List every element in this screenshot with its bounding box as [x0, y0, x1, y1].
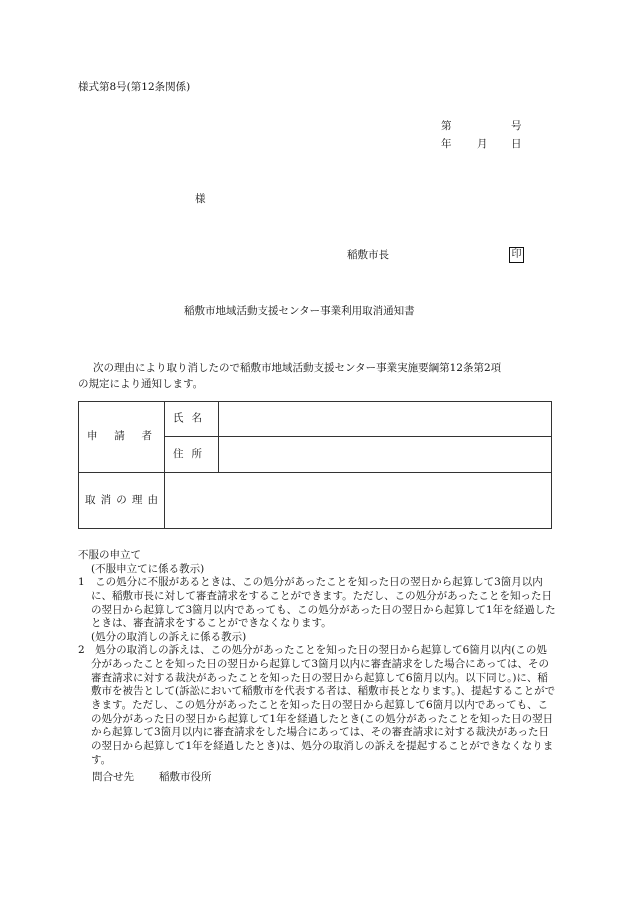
form-number: 様式第8号(第12条関係)	[78, 81, 191, 93]
official-seal-mark	[509, 247, 524, 263]
name-label-char: 氏	[173, 412, 184, 425]
reason-label-char: 由	[147, 493, 158, 506]
reason-value-cell[interactable]	[165, 473, 552, 529]
applicant-table	[78, 401, 552, 529]
reason-label-char: 取	[85, 493, 96, 506]
reason-label-char: 理	[131, 493, 143, 506]
document-title: 稲敷市地域活動支援センター事業利用取消通知書	[184, 305, 415, 317]
applicant-char: 者	[141, 430, 152, 443]
notice-heading: 不服の申立て	[78, 549, 141, 561]
contact-value: 稲敷市役所	[159, 771, 212, 783]
date-year-label: 年	[441, 138, 452, 150]
date-month-label: 月	[477, 138, 488, 150]
addressee-honorific: 様	[195, 193, 206, 205]
name-label-cell	[165, 402, 219, 437]
address-label-char: 所	[191, 447, 202, 460]
applicant-char: 請	[114, 430, 125, 443]
appeal-notice	[78, 549, 556, 767]
address-label-cell	[165, 437, 219, 473]
applicant-char: 申	[87, 430, 98, 443]
applicant-label-cell	[79, 402, 165, 473]
intro-line-1: 次の理由により取り消したので稲敷市地域活動支援センター事業実施要綱第12条第2項	[93, 362, 502, 374]
reason-label-char: 消	[100, 493, 112, 506]
document-number-prefix: 第	[441, 120, 452, 132]
notice-item-1: 1 この処分に不服があるときは、この処分があったことを知った日の翌日から起算して3箇月以内に、稲敷市長に対して審査請求をすることができます。ただし、この処分があったことを知った日の翌日から起算して3箇月以内であっても、この処分があった日の翌日から起算して1年を経過したときは、審査請求をすることができなくなります。	[78, 576, 556, 630]
reason-label-cell	[79, 473, 165, 529]
notice-item-2: 2 処分の取消しの訴えは、この処分があったことを知った日の翌日から起算して6箇月以内(この処分があったことを知った日の翌日から起算して3箇月以内に審査請求をした場合にあっては、その審査請求に対する裁決があったことを知った日の翌日から起算して6箇月以内。以下同じ。)に、稲敷市を被告として(訴訟において稲敷市を代表する者は、稲敷市長となります。)、提起することができます。ただし、この処分があったことを知った日の翌日から起算して6箇月以内であっても、この処分があった日の翌日から起算して1年を経過したとき(この処分があったことを知った日の翌日から起算して3箇月以内に審査請求をした場合にあっては、その審査請求に対する裁決があった日の翌日から起算して1年を経過したとき)は、処分の取消しの訴えを提起することができなくなります。	[78, 644, 556, 766]
notice-subheading-appeal: (不服申立てに係る教示)	[91, 562, 205, 575]
address-label-char: 住	[173, 447, 184, 460]
seal-character: 印	[509, 247, 524, 263]
address-value-cell[interactable]	[219, 437, 552, 473]
date-day-label: 日	[511, 138, 522, 150]
name-label-char: 名	[191, 412, 202, 425]
reason-label-char: の	[116, 493, 127, 506]
contact-label: 問合せ先	[92, 771, 134, 783]
issuer-title: 稲敷市長	[347, 249, 389, 261]
name-value-cell[interactable]	[219, 402, 552, 437]
document-number-suffix: 号	[511, 120, 522, 132]
notice-subheading-lawsuit: (処分の取消しの訴えに係る教示)	[91, 630, 247, 643]
intro-line-2: の規定により通知します。	[78, 378, 204, 390]
